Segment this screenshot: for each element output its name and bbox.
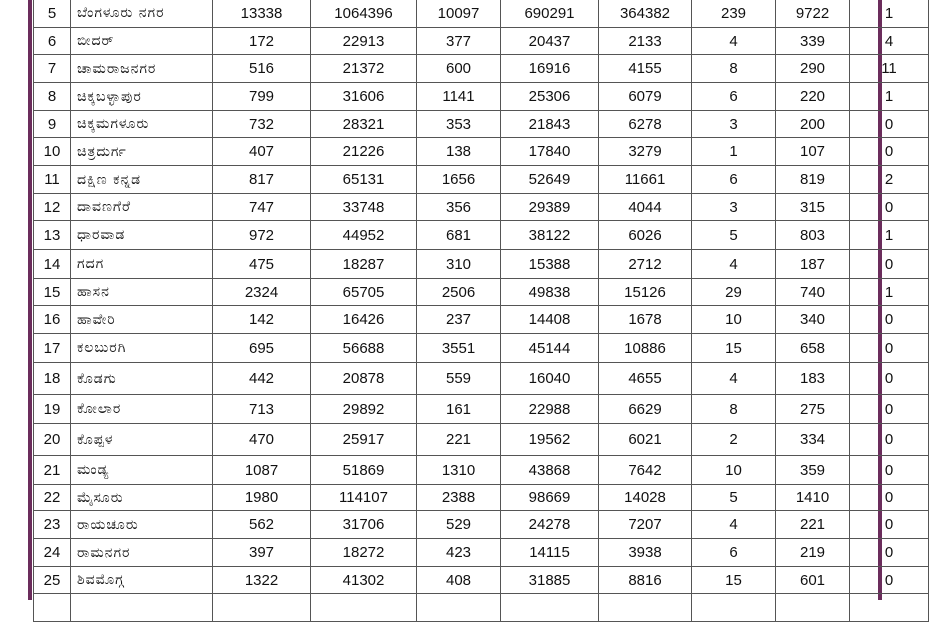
- cell-c7: 315: [776, 194, 850, 221]
- row-number: 20: [34, 424, 71, 456]
- district-name: ರಾಯಚೂರು: [71, 511, 213, 539]
- cell-c7: 658: [776, 334, 850, 363]
- cell-c1: 799: [213, 83, 311, 111]
- cell-c2: 114107: [311, 485, 417, 511]
- cell-c3: 221: [417, 424, 501, 456]
- cell-c6: 5: [692, 221, 776, 250]
- cell-c6: 3: [692, 111, 776, 138]
- cell-c8: 0: [850, 334, 929, 363]
- row-number: 8: [34, 83, 71, 111]
- cell-c3: 2388: [417, 485, 501, 511]
- cell-c8: 1: [850, 0, 929, 28]
- cell-c7: 220: [776, 83, 850, 111]
- cell-c7: 219: [776, 539, 850, 567]
- cell-c4: 16040: [501, 363, 599, 395]
- cell-c1: 695: [213, 334, 311, 363]
- cell-c8: 2: [850, 166, 929, 194]
- district-name: ರಾಮನಗರ: [71, 539, 213, 567]
- cell-c7: 803: [776, 221, 850, 250]
- district-name: ಹಾವೇರಿ: [71, 306, 213, 334]
- cell-c7: 339: [776, 28, 850, 55]
- cell-c5: 6629: [599, 395, 692, 424]
- cell-partial: [776, 594, 850, 622]
- cell-c2: 29892: [311, 395, 417, 424]
- cell-c6: 4: [692, 511, 776, 539]
- cell-c4: 14115: [501, 539, 599, 567]
- cell-c3: 1310: [417, 456, 501, 485]
- cell-c7: 1410: [776, 485, 850, 511]
- table-row: [34, 539, 929, 567]
- cell-c2: 33748: [311, 194, 417, 221]
- cell-c8: 1: [850, 279, 929, 306]
- table-row: [34, 194, 929, 221]
- cell-c8: 0: [850, 194, 929, 221]
- cell-c5: 11661: [599, 166, 692, 194]
- district-name: ಧಾರವಾಡ: [71, 221, 213, 250]
- cell-c1: 713: [213, 395, 311, 424]
- cell-c4: 31885: [501, 567, 599, 594]
- cell-partial: [692, 594, 776, 622]
- district-name: ಚಿಕ್ಕಬಳ್ಳಾಪುರ: [71, 83, 213, 111]
- cell-c2: 44952: [311, 221, 417, 250]
- cell-c2: 28321: [311, 111, 417, 138]
- cell-c7: 334: [776, 424, 850, 456]
- cell-c1: 2324: [213, 279, 311, 306]
- cell-c6: 1: [692, 138, 776, 166]
- row-number: 12: [34, 194, 71, 221]
- cell-c3: 559: [417, 363, 501, 395]
- cell-c7: 359: [776, 456, 850, 485]
- cell-c5: 8816: [599, 567, 692, 594]
- cell-c2: 21226: [311, 138, 417, 166]
- cell-c6: 15: [692, 567, 776, 594]
- cell-c2: 65131: [311, 166, 417, 194]
- cell-c5: 6278: [599, 111, 692, 138]
- cell-c7: 340: [776, 306, 850, 334]
- cell-c3: 1141: [417, 83, 501, 111]
- table-body: [34, 0, 929, 622]
- cell-c7: 601: [776, 567, 850, 594]
- cell-c2: 1064396: [311, 0, 417, 28]
- table-row: [34, 0, 929, 28]
- cell-c5: 6026: [599, 221, 692, 250]
- cell-c3: 161: [417, 395, 501, 424]
- cell-c8: 0: [850, 539, 929, 567]
- table-row: [34, 485, 929, 511]
- row-number: 24: [34, 539, 71, 567]
- cell-c8: 0: [850, 363, 929, 395]
- cell-c1: 747: [213, 194, 311, 221]
- cell-c8: 11: [850, 55, 929, 83]
- cell-c2: 31706: [311, 511, 417, 539]
- cell-c2: 22913: [311, 28, 417, 55]
- district-name: ದಕ್ಷಿಣ ಕನ್ನಡ: [71, 166, 213, 194]
- row-number: 5: [34, 0, 71, 28]
- cell-c6: 8: [692, 55, 776, 83]
- cell-c8: 0: [850, 250, 929, 279]
- row-number: 23: [34, 511, 71, 539]
- cell-c6: 4: [692, 28, 776, 55]
- row-number: 22: [34, 485, 71, 511]
- cell-c4: 19562: [501, 424, 599, 456]
- cell-c5: 3938: [599, 539, 692, 567]
- table-row: [34, 456, 929, 485]
- cell-c3: 681: [417, 221, 501, 250]
- cell-c4: 52649: [501, 166, 599, 194]
- cell-partial: [311, 594, 417, 622]
- cell-c4: 43868: [501, 456, 599, 485]
- cell-c4: 49838: [501, 279, 599, 306]
- cell-c1: 972: [213, 221, 311, 250]
- cell-c7: 221: [776, 511, 850, 539]
- table-row: [34, 306, 929, 334]
- cell-partial: [501, 594, 599, 622]
- cell-c4: 17840: [501, 138, 599, 166]
- cell-c7: 290: [776, 55, 850, 83]
- district-name: ಬೀದರ್: [71, 28, 213, 55]
- cell-c2: 18287: [311, 250, 417, 279]
- cell-c5: 10886: [599, 334, 692, 363]
- district-name: ಕೋಲಾರ: [71, 395, 213, 424]
- row-number: 6: [34, 28, 71, 55]
- table-container: [33, 0, 897, 600]
- cell-c3: 600: [417, 55, 501, 83]
- district-name: ಮೈಸೂರು: [71, 485, 213, 511]
- cell-c1: 442: [213, 363, 311, 395]
- cell-c1: 562: [213, 511, 311, 539]
- cell-c3: 356: [417, 194, 501, 221]
- row-number: 10: [34, 138, 71, 166]
- district-name: ಚಾಮರಾಜನಗರ: [71, 55, 213, 83]
- cell-c2: 20878: [311, 363, 417, 395]
- cell-c6: 239: [692, 0, 776, 28]
- cell-c6: 29: [692, 279, 776, 306]
- cell-c6: 15: [692, 334, 776, 363]
- cell-c4: 15388: [501, 250, 599, 279]
- district-name: ಬೆಂಗಳೂರು ನಗರ: [71, 0, 213, 28]
- cell-partial: [850, 594, 929, 622]
- cell-c7: 9722: [776, 0, 850, 28]
- cell-c5: 364382: [599, 0, 692, 28]
- district-name: ಮಂಡ್ಯ: [71, 456, 213, 485]
- cell-c5: 4155: [599, 55, 692, 83]
- cell-c8: 0: [850, 567, 929, 594]
- cell-c4: 14408: [501, 306, 599, 334]
- cell-c1: 470: [213, 424, 311, 456]
- cell-c6: 3: [692, 194, 776, 221]
- row-number: 13: [34, 221, 71, 250]
- cell-c3: 353: [417, 111, 501, 138]
- cell-c2: 25917: [311, 424, 417, 456]
- table-row: [34, 250, 929, 279]
- district-name: ಹಾಸನ: [71, 279, 213, 306]
- table-row: [34, 363, 929, 395]
- cell-c4: 690291: [501, 0, 599, 28]
- cell-c8: 1: [850, 83, 929, 111]
- cell-c1: 407: [213, 138, 311, 166]
- row-number: 16: [34, 306, 71, 334]
- row-number: 11: [34, 166, 71, 194]
- cell-c7: 819: [776, 166, 850, 194]
- cell-c8: 0: [850, 111, 929, 138]
- cell-c6: 4: [692, 363, 776, 395]
- cell-c2: 31606: [311, 83, 417, 111]
- cell-c7: 187: [776, 250, 850, 279]
- cell-c2: 41302: [311, 567, 417, 594]
- row-number: 14: [34, 250, 71, 279]
- cell-c1: 516: [213, 55, 311, 83]
- district-name: ದಾವಣಗೆರೆ: [71, 194, 213, 221]
- cell-c3: 237: [417, 306, 501, 334]
- cell-c1: 1087: [213, 456, 311, 485]
- cell-c8: 0: [850, 138, 929, 166]
- cell-c2: 16426: [311, 306, 417, 334]
- table-row: [34, 511, 929, 539]
- cell-c8: 0: [850, 485, 929, 511]
- cell-c4: 16916: [501, 55, 599, 83]
- cell-c1: 817: [213, 166, 311, 194]
- cell-c2: 51869: [311, 456, 417, 485]
- table-row: [34, 395, 929, 424]
- district-name: ಶಿವಮೊಗ್ಗ: [71, 567, 213, 594]
- cell-c3: 377: [417, 28, 501, 55]
- cell-c4: 25306: [501, 83, 599, 111]
- cell-c7: 107: [776, 138, 850, 166]
- cell-c6: 8: [692, 395, 776, 424]
- district-name: ಕಲಬುರಗಿ: [71, 334, 213, 363]
- cell-c7: 200: [776, 111, 850, 138]
- row-number: 17: [34, 334, 71, 363]
- cell-c4: 22988: [501, 395, 599, 424]
- cell-c3: 138: [417, 138, 501, 166]
- cell-c8: 0: [850, 511, 929, 539]
- cell-c1: 397: [213, 539, 311, 567]
- cell-c8: 0: [850, 456, 929, 485]
- cell-c5: 15126: [599, 279, 692, 306]
- cell-partial: [417, 594, 501, 622]
- district-data-table: [33, 0, 929, 622]
- cell-c3: 310: [417, 250, 501, 279]
- cell-c2: 18272: [311, 539, 417, 567]
- cell-c2: 21372: [311, 55, 417, 83]
- cell-c4: 21843: [501, 111, 599, 138]
- cell-c5: 6021: [599, 424, 692, 456]
- cell-c6: 4: [692, 250, 776, 279]
- cell-partial: [599, 594, 692, 622]
- table-row: [34, 83, 929, 111]
- cell-c3: 3551: [417, 334, 501, 363]
- district-name: ಕೊಡಗು: [71, 363, 213, 395]
- cell-c3: 1656: [417, 166, 501, 194]
- cell-c5: 6079: [599, 83, 692, 111]
- cell-c3: 10097: [417, 0, 501, 28]
- cell-c3: 408: [417, 567, 501, 594]
- cell-c8: 0: [850, 306, 929, 334]
- row-number: 7: [34, 55, 71, 83]
- cell-c8: 1: [850, 221, 929, 250]
- cell-c4: 20437: [501, 28, 599, 55]
- cell-c4: 98669: [501, 485, 599, 511]
- table-row: [34, 166, 929, 194]
- cell-c5: 14028: [599, 485, 692, 511]
- cell-c5: 7642: [599, 456, 692, 485]
- table-row: [34, 334, 929, 363]
- cell-c5: 1678: [599, 306, 692, 334]
- cell-c5: 2133: [599, 28, 692, 55]
- table-row: [34, 424, 929, 456]
- cell-c5: 4655: [599, 363, 692, 395]
- table-row: [34, 221, 929, 250]
- cell-c6: 5: [692, 485, 776, 511]
- cell-c5: 3279: [599, 138, 692, 166]
- cell-c1: 13338: [213, 0, 311, 28]
- table-row: [34, 567, 929, 594]
- cell-c6: 6: [692, 166, 776, 194]
- cell-c8: 0: [850, 395, 929, 424]
- cell-c7: 183: [776, 363, 850, 395]
- cell-c1: 1322: [213, 567, 311, 594]
- cell-partial: [34, 594, 71, 622]
- row-number: 25: [34, 567, 71, 594]
- cell-c6: 2: [692, 424, 776, 456]
- cell-c3: 529: [417, 511, 501, 539]
- row-number: 9: [34, 111, 71, 138]
- table-row: [34, 279, 929, 306]
- row-number: 18: [34, 363, 71, 395]
- district-name: ಕೊಪ್ಪಳ: [71, 424, 213, 456]
- cell-c1: 142: [213, 306, 311, 334]
- row-number: 19: [34, 395, 71, 424]
- cell-c8: 4: [850, 28, 929, 55]
- cell-c4: 38122: [501, 221, 599, 250]
- cell-c4: 29389: [501, 194, 599, 221]
- cell-c6: 10: [692, 456, 776, 485]
- cell-c3: 2506: [417, 279, 501, 306]
- district-name: ಚಿತ್ರದುರ್ಗ: [71, 138, 213, 166]
- cell-c6: 10: [692, 306, 776, 334]
- cell-c3: 423: [417, 539, 501, 567]
- cell-c1: 1980: [213, 485, 311, 511]
- cell-c7: 275: [776, 395, 850, 424]
- cell-c1: 172: [213, 28, 311, 55]
- table-row-partial: [34, 594, 929, 622]
- district-name: ಚಿಕ್ಕಮಗಳೂರು: [71, 111, 213, 138]
- cell-c5: 4044: [599, 194, 692, 221]
- cell-c6: 6: [692, 83, 776, 111]
- table-row: [34, 111, 929, 138]
- cell-c1: 475: [213, 250, 311, 279]
- cell-c2: 56688: [311, 334, 417, 363]
- cell-partial: [213, 594, 311, 622]
- cell-partial: [71, 594, 213, 622]
- cell-c1: 732: [213, 111, 311, 138]
- row-number: 15: [34, 279, 71, 306]
- cell-c5: 2712: [599, 250, 692, 279]
- table-row: [34, 28, 929, 55]
- cell-c5: 7207: [599, 511, 692, 539]
- row-number: 21: [34, 456, 71, 485]
- cell-c2: 65705: [311, 279, 417, 306]
- table-row: [34, 138, 929, 166]
- cell-c6: 6: [692, 539, 776, 567]
- cell-c4: 45144: [501, 334, 599, 363]
- cell-c8: 0: [850, 424, 929, 456]
- cell-c7: 740: [776, 279, 850, 306]
- table-row: [34, 55, 929, 83]
- cell-c4: 24278: [501, 511, 599, 539]
- district-name: ಗದಗ: [71, 250, 213, 279]
